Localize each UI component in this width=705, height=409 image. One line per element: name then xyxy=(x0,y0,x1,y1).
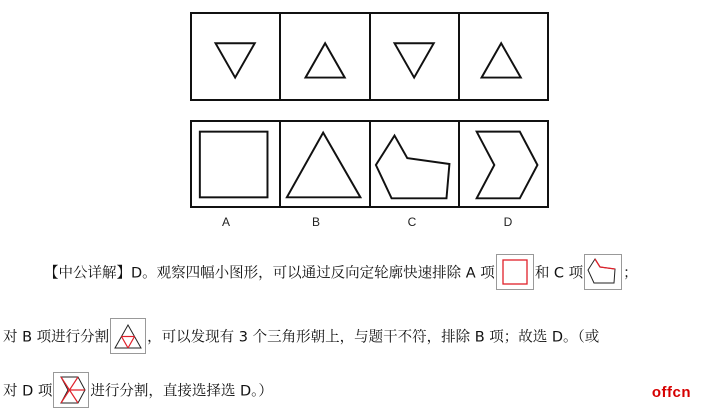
option-label-b: B xyxy=(311,215,320,229)
triangle-icon xyxy=(281,122,368,206)
option-cell-b xyxy=(281,122,370,206)
explanation-text: 进行分割，直接选择选 D。） xyxy=(90,383,273,400)
explanation-line-3 xyxy=(3,372,705,408)
question-cell-1 xyxy=(192,14,281,99)
explanation-line-1 xyxy=(44,254,705,290)
option-label-a: A xyxy=(221,215,230,229)
question-cell-3 xyxy=(371,14,460,99)
explanation-text: ，可以发现有 3 个三角形朝上，与题干不符，排除 B 项；故选 D。（或 xyxy=(147,329,600,346)
watermark-logo: offcn xyxy=(651,384,691,401)
up-triangle-icon xyxy=(281,14,368,99)
thumbnail-chevron-icon xyxy=(53,372,89,408)
explanation-line-2 xyxy=(3,318,705,354)
option-cell-a xyxy=(192,122,281,206)
thumbnail-triangle-icon xyxy=(110,318,146,354)
explanation-text: ； xyxy=(623,265,638,282)
explanation-text: 【中公详解】D。观察四幅小图形，可以通过反向定轮廓快速排除 A 项 xyxy=(44,265,495,282)
thumbnail-hexagon-icon xyxy=(584,254,622,290)
question-cell-4 xyxy=(460,14,547,99)
chevron-hexagon-icon xyxy=(460,122,547,206)
option-label-d: D xyxy=(503,215,513,229)
thumbnail-square-icon xyxy=(496,254,534,290)
explanation-text: 和 C 项 xyxy=(534,265,584,282)
option-cell-c xyxy=(371,122,460,206)
question-cell-2 xyxy=(281,14,370,99)
explanation-text: 对 B 项进行分割 xyxy=(3,329,110,346)
down-triangle-icon xyxy=(371,14,458,99)
option-cell-d xyxy=(460,122,547,206)
option-label-c: C xyxy=(407,215,417,229)
question-figure-row xyxy=(190,12,549,101)
square-icon xyxy=(192,122,279,206)
options-figure-row xyxy=(190,120,549,208)
explanation-text: 对 D 项 xyxy=(3,383,53,400)
irregular-hexagon-icon xyxy=(371,122,458,206)
down-triangle-icon xyxy=(192,14,279,99)
up-triangle-icon xyxy=(460,14,547,99)
